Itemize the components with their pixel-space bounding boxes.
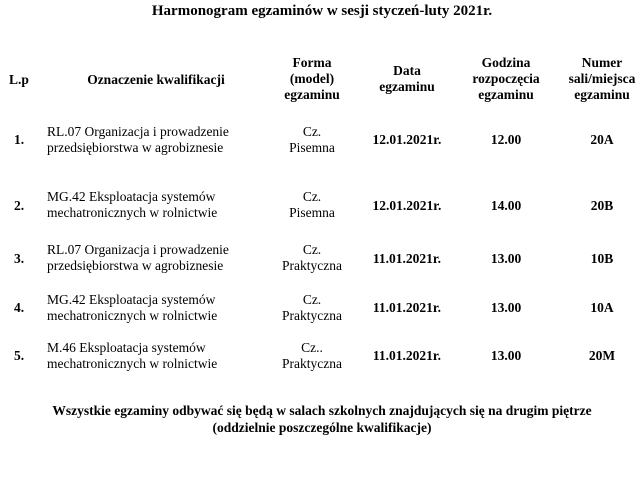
header-forma-line1: Forma (292, 55, 332, 70)
row-kwalifikacja (47, 242, 272, 274)
row-lp: 4. (13, 300, 25, 315)
row-lp: 1. (13, 132, 25, 147)
header-numer (560, 55, 644, 103)
row-godzina: 14.00 (490, 198, 522, 213)
row-godzina: 13.00 (490, 251, 522, 266)
row-kwalifikacja (47, 340, 272, 372)
row-kwalifikacja-line2: mechatronicznych w rolnictwie (47, 356, 218, 371)
header-godzina-line3: egzaminu (478, 87, 534, 102)
header-godzina (456, 55, 556, 103)
row-data: 11.01.2021r. (372, 251, 442, 266)
row-godzina: 13.00 (490, 348, 522, 363)
row-forma-line1: Cz. (302, 189, 322, 204)
row-kwalifikacja-line1: MG.42 Eksploatacja systemów (47, 292, 216, 307)
row-sala: 10B (590, 251, 614, 266)
row-data: 12.01.2021r. (372, 132, 442, 147)
row-kwalifikacja-line2: mechatronicznych w rolnictwie (47, 205, 218, 220)
row-kwalifikacja-line1: MG.42 Eksploatacja systemów (47, 189, 216, 204)
footer-note-line1: Wszystkie egzaminy odbywać się będą w salach szkolnych znajdujących się na drugim piętrze (52, 403, 592, 418)
row-kwalifikacja-line1: M.46 Eksploatacja systemów (47, 340, 206, 355)
row-forma-line1: Cz. (302, 242, 322, 257)
row-sala: 20A (590, 132, 614, 147)
header-forma (262, 55, 362, 103)
row-data: 11.01.2021r. (372, 300, 442, 315)
row-forma-line2: Praktyczna (282, 356, 342, 371)
row-forma-line2: Pisemna (289, 140, 335, 155)
header-forma-line3: egzaminu (284, 87, 340, 102)
row-kwalifikacja-line1: RL.07 Organizacja i prowadzenie (47, 242, 229, 257)
row-kwalifikacja-line2: przedsiębiorstwa w agrobiznesie (47, 140, 224, 155)
header-lp: L.p (9, 72, 29, 87)
row-forma (262, 189, 362, 221)
row-forma-line1: Cz. (302, 292, 322, 307)
row-forma (262, 124, 362, 156)
header-oznaczenie: Oznaczenie kwalifikacji (87, 72, 225, 87)
row-sala: 20B (590, 198, 614, 213)
row-godzina: 12.00 (490, 132, 522, 147)
header-data-line1: Data (393, 63, 421, 78)
header-godzina-line2: rozpoczęcia (472, 71, 540, 86)
row-kwalifikacja (47, 124, 272, 156)
row-forma-line1: Cz. (302, 124, 322, 139)
row-kwalifikacja-line1: RL.07 Organizacja i prowadzenie (47, 124, 229, 139)
footer-note (0, 402, 644, 436)
row-lp: 2. (13, 198, 25, 213)
header-godzina-line1: Godzina (481, 55, 531, 70)
row-forma-line1: Cz.. (301, 340, 323, 355)
row-kwalifikacja (47, 292, 272, 324)
row-forma (262, 340, 362, 372)
row-data: 11.01.2021r. (372, 348, 442, 363)
row-forma (262, 242, 362, 274)
header-forma-line2: (model) (289, 71, 335, 86)
row-sala: 10A (590, 300, 614, 315)
row-forma-line2: Praktyczna (282, 308, 342, 323)
row-lp: 3. (13, 251, 25, 266)
footer-note-line2: (oddzielnie poszczególne kwalifikacje) (212, 420, 432, 435)
row-kwalifikacja (47, 189, 272, 221)
header-data-line2: egzaminu (379, 79, 435, 94)
row-sala: 20M (588, 348, 616, 363)
row-data: 12.01.2021r. (372, 198, 442, 213)
row-forma-line2: Praktyczna (282, 258, 342, 273)
row-lp: 5. (13, 348, 25, 363)
header-numer-line1: Numer (581, 55, 623, 70)
row-kwalifikacja-line2: mechatronicznych w rolnictwie (47, 308, 218, 323)
row-forma-line2: Pisemna (289, 205, 335, 220)
header-numer-line3: egzaminu (574, 87, 630, 102)
header-numer-line2: sali/miejsca (568, 71, 636, 86)
row-godzina: 13.00 (490, 300, 522, 315)
row-forma (262, 292, 362, 324)
header-data (361, 63, 453, 95)
document-title: Harmonogram egzaminów w sesji styczeń-luty 2021r. (151, 3, 493, 19)
row-kwalifikacja-line2: przedsiębiorstwa w agrobiznesie (47, 258, 224, 273)
